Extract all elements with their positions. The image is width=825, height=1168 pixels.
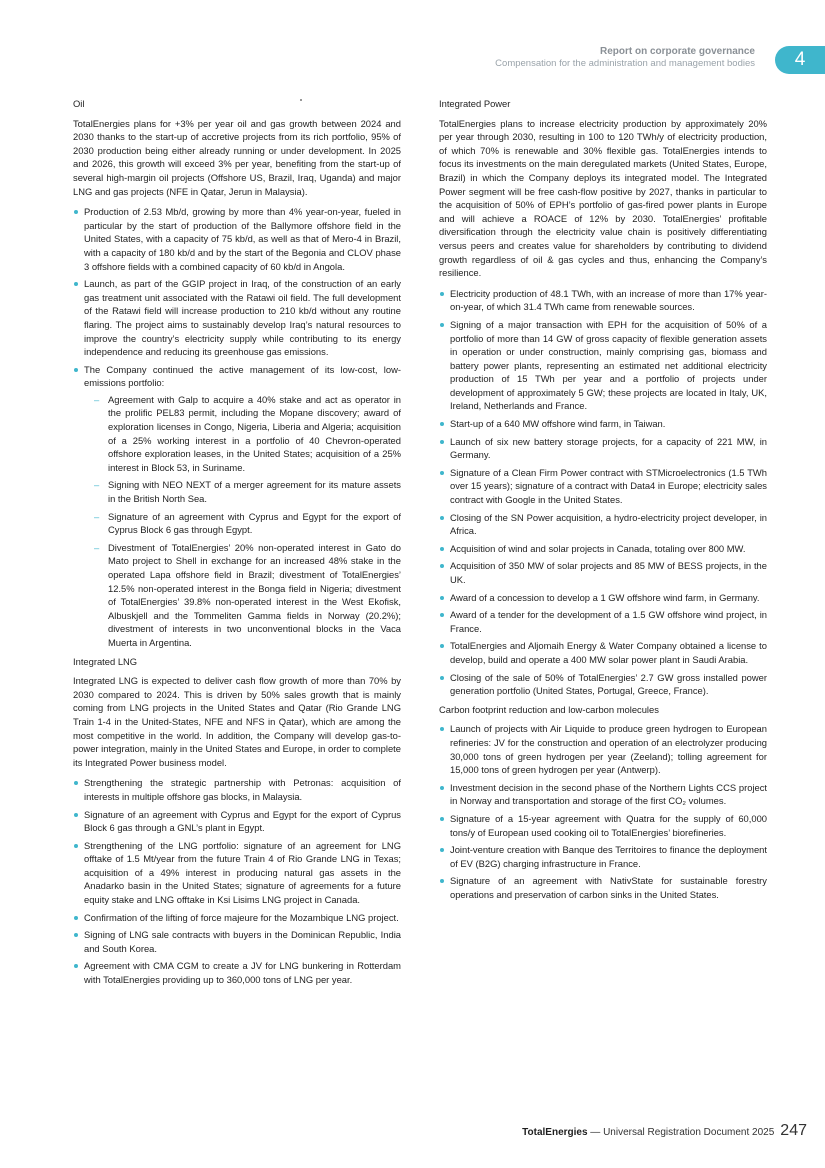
list-item: Launch of projects with Air Liquide to produce green hydrogen to European refineries: JV for the construction and operation of an electrolyzer producing 30,000 tons of green hydrogen per year (Zeeland); tolling agreement for 15,000 tons of green hydrogen per year (Antwerp).	[439, 722, 767, 776]
lng-intro: Integrated LNG is expected to deliver cash flow growth of more than 70% by 2030 compared to 2024. This is driven by 50% sales growth that is mainly coming from LNG projects in the United States and Qatar (Rio Grande LNG Train 1-4 in the United-States, NFE and NFS in Qatar), which are among the most competitive in the world. In addition, the Company will develop gas-to-power integration, mainly in the United States and Europe, in order to complete its Integrated Power business model.	[73, 675, 401, 768]
sub-list-item: – Divestment of TotalEnergies’ 20% non-operated interest in Gato do Mato project to Shell in exchange for an increased 48% stake in the operated Lapa offshore field in Brazil; divestment of TotalEnergies’ 12.5% non-operated interest in the Bonga field in Nigeria; divestment of TotalEnergies’ 39.8% non-operated interest in the West Ekofisk, Albuskjell and the Tommeliten Gamma fields in Norway (20.2%); divestment of interests in two unconventional blocks in the Vaca Muerta in Argentina.	[94, 541, 401, 650]
list-item: Agreement with CMA CGM to create a JV for LNG bunkering in Rotterdam with TotalEnergies providing up to 360,000 tons of LNG per year.	[73, 959, 401, 986]
page-number: 247	[780, 1122, 807, 1139]
list-item: Signature of a 15-year agreement with Quatra for the supply of 60,000 tons/y of European used cooking oil to TotalEnergies’ biorefineries.	[439, 812, 767, 839]
carbon-heading: Carbon footprint reduction and low-carbon molecules	[439, 703, 659, 715]
list-item: Investment decision in the second phase of the Northern Lights CCS project in Norway and transportation and storage of the first CO₂ volumes.	[439, 781, 767, 808]
list-item: Strengthening the strategic partnership with Petronas: acquisition of interests in multiple offshore gas blocks, in Malaysia.	[73, 776, 401, 803]
oil-heading: Oil	[73, 98, 85, 109]
list-item: Joint-venture creation with Banque des Territoires to finance the deployment of EV (B2G) charging infrastructure in France.	[439, 843, 767, 870]
list-item: Signing of a major transaction with EPH for the acquisition of 50% of a portfolio of more than 14 GW of gross capacity of flexible generation assets in operation or under construction, mainly comprising gas, biomass and battery power plants, representing an estimated net additional electricity production of 15 TWh per year and a portfolio of projects under development of approximately 5 GW; these projects are located in Italy, UK, Ireland, Netherlands and France.	[439, 318, 767, 413]
list-item: Signature of an agreement with Cyprus and Egypt for the export of Cyprus Block 6 gas through a GNL’s plant in Egypt.	[73, 808, 401, 835]
right-column	[439, 97, 767, 906]
sub-list-item: – Agreement with Galp to acquire a 40% stake and act as operator in the prolific PEL83 permit, including the Mopane discovery; award of exploration licenses in Congo, Nigeria, Liberia and Algeria; acquisition of a 25% working interest in a portfolio of 40 Chevron-operated offshore exploration leases, in the United States; acquisition of a 25% interest in Block 53, in Suriname.	[94, 393, 401, 475]
list-item: Confirmation of the lifting of force majeure for the Mozambique LNG project.	[73, 911, 401, 925]
section-title: Report on corporate governance	[599, 46, 755, 57]
list-item: Closing of the sale of 50% of TotalEnergies’ 2.7 GW gross installed power generation portfolio (United States, Portugal, Greece, France).	[439, 671, 767, 698]
list-item: Signature of a Clean Firm Power contract with STMicroelectronics (1.5 TWh over 15 years); signature of a contract with Data4 in Europe; electricity sales contract with Google in the United States.	[439, 466, 767, 507]
footer-document-title: — Universal Registration Document 2025	[587, 1127, 775, 1138]
list-item	[73, 363, 401, 650]
sub-list-item: – Signing with NEO NEXT of a merger agreement for its mature assets in the British North Sea.	[94, 478, 401, 505]
power-bullets	[439, 287, 767, 698]
page-footer	[522, 1122, 807, 1140]
list-item: Acquisition of 350 MW of solar projects and 85 MW of BESS projects, in the UK.	[439, 559, 767, 586]
oil-bullets	[73, 205, 401, 649]
list-item: Acquisition of wind and solar projects in Canada, totaling over 800 MW.	[439, 542, 767, 556]
portfolio-sub-list	[84, 393, 401, 650]
lng-bullets	[73, 776, 401, 986]
left-column	[73, 97, 401, 992]
list-item: Award of a tender for the development of a 1.5 GW offshore wind project, in France.	[439, 608, 767, 635]
list-item: Production of 2.53 Mb/d, growing by more than 4% year-on-year, fueled in particular by the start of production of the Ballymore offshore field in the United States, with a capacity of 75 kb/d, as well as that of Mero-4 in Brazil, with a capacity of 180 kb/d and by the start of the Begonia and CLOV phase 3 offshore fields with a combined capacity of 60 kb/d in Angola.	[73, 205, 401, 273]
chapter-number-tab: 4	[775, 46, 825, 74]
list-item-text: The Company continued the active management of its low-cost, low-emissions portfolio:	[84, 363, 401, 389]
list-item: Award of a concession to develop a 1 GW offshore wind farm, in Germany.	[439, 591, 767, 605]
oil-intro: TotalEnergies plans for +3% per year oil and gas growth between 2024 and 2030 thanks to the start-up of accretive projects from its rich portfolio, 95% of 2030 production being either already running or under development. In 2025 and 2026, this growth will exceed 3% per year, benefiting from the start-up of several high-margin oil projects (Offshore US, Brazil, Iraq, Uganda) and major LNG and gas projects (NFE in Qatar, Jerun in Malaysia).	[73, 117, 401, 197]
footer-brand: TotalEnergies	[522, 1127, 588, 1138]
carbon-bullets	[439, 722, 767, 901]
list-item: TotalEnergies and Aljomaih Energy & Water Company obtained a license to develop, build and operate a 400 MW solar power plant in Saudi Arabia.	[439, 639, 767, 666]
lng-heading: Integrated LNG	[73, 655, 138, 667]
list-item: Launch, as part of the GGIP project in Iraq, of the construction of an early gas treatment unit associated with the Ratawi oil field. The full development of the Ratawi field will increase production to 210 kb/d without any routine flaring. The project aims to sustainably develop Iraq’s natural resources to improve the country’s electricity supply while contributing to its energy independence and reducing its greenhouse gas emissions.	[73, 277, 401, 359]
sub-list-item: – Signature of an agreement with Cyprus and Egypt for the export of Cyprus Block 6 gas through Egypt.	[94, 510, 401, 537]
list-item: Electricity production of 48.1 TWh, with an increase of more than 17% year-on-year, of which 31.4 TWh came from renewable sources.	[439, 287, 767, 314]
list-item: Signature of an agreement with NativState for sustainable forestry operations and preservation of carbon sinks in the United States.	[439, 874, 767, 901]
list-item: Launch of six new battery storage projects, for a capacity of 221 MW, in Germany.	[439, 435, 767, 462]
list-item: Strengthening of the LNG portfolio: signature of an agreement for LNG offtake of 1.5 Mt/year from the future Train 4 of Rio Grande LNG in Texas; acquisition of a 49% interest in producing natural gas assets in the Anadarko basin in the United States; signature of agreements for a future equity stake and LNG offtake in Ksi Lisims LNG project in Canada.	[73, 839, 401, 907]
power-intro: TotalEnergies plans to increase electricity production by approximately 20% per year through 2030, resulting in 100 to 120 TWh/y of electricity production, of which 70% is renewable and 30% flexible gas. TotalEnergies intends to focus its investments on the main deregulated markets (United States, Europe, Brazil) in which the Company deploys its integrated model. The Integrated Power segment will be free cash-flow positive by 2027, thanks in particular to the acquisition of 50% of EPH’s portfolio of gas-fired power plants in Europe and will achieve a ROACE of 12% by 2030. TotalEnergies’ profitable diversification through the electricity value chain is positively differentiating versus peers and creates value for shareholders by contributing to dividend growth regardless of oil & gas cycles and thus, enhancing the Company’s resilience.	[439, 117, 767, 279]
list-item: Closing of the SN Power acquisition, a hydro-electricity project developer, in Africa.	[439, 511, 767, 538]
list-item: Start-up of a 640 MW offshore wind farm, in Taiwan.	[439, 417, 767, 431]
power-heading: Integrated Power	[439, 98, 511, 109]
list-item: Signing of LNG sale contracts with buyers in the Dominican Republic, India and South Korea.	[73, 928, 401, 955]
page-header	[495, 46, 755, 69]
section-subtitle: Compensation for the administration and management bodies	[495, 58, 755, 69]
